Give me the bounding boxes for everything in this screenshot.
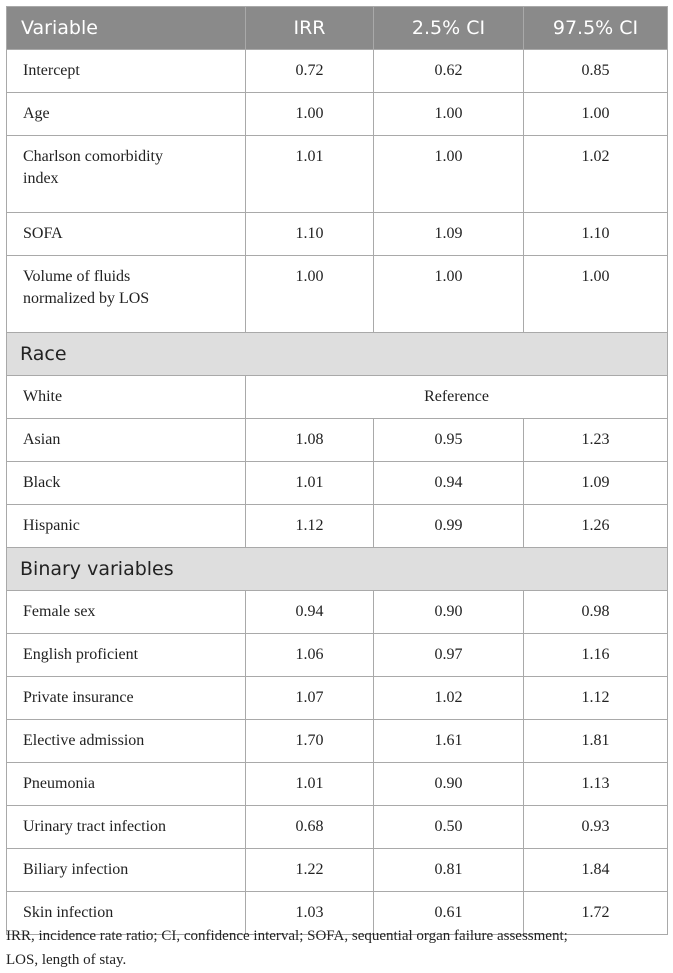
- table-row: [7, 376, 668, 419]
- ci-high-cell: 1.10: [524, 213, 668, 256]
- ci-high-cell: 1.02: [524, 136, 668, 213]
- ci-high-cell: 1.72: [524, 892, 668, 935]
- ci-low-cell: 0.62: [374, 50, 524, 93]
- table-row: [7, 763, 668, 806]
- table-row: [7, 50, 668, 93]
- ci-low-cell: 0.95: [374, 419, 524, 462]
- row-label: Skin infection: [7, 892, 246, 935]
- ci-high-cell: 1.09: [524, 462, 668, 505]
- ci-high-cell: 0.93: [524, 806, 668, 849]
- row-label: Asian: [7, 419, 246, 462]
- ci-low-cell: 1.02: [374, 677, 524, 720]
- row-label-line2: normalized by LOS: [23, 290, 150, 307]
- ci-low-cell: 1.00: [374, 93, 524, 136]
- section-title: Race: [7, 333, 668, 376]
- irr-cell: 0.68: [246, 806, 374, 849]
- ci-low-cell: 1.00: [374, 136, 524, 213]
- row-label-line2: index: [23, 170, 59, 187]
- section-row-binary: [7, 548, 668, 591]
- ci-high-cell: 1.84: [524, 849, 668, 892]
- table-row: [7, 677, 668, 720]
- footnote-line1: IRR, incidence rate ratio; CI, confidence interval; SOFA, sequential organ failure assessment;: [6, 928, 568, 944]
- row-label: Black: [7, 462, 246, 505]
- ci-high-cell: 1.00: [524, 256, 668, 333]
- row-label-line1: Volume of fluids: [23, 268, 131, 285]
- ci-high-cell: 1.16: [524, 634, 668, 677]
- irr-cell: 1.00: [246, 256, 374, 333]
- row-label: Female sex: [7, 591, 246, 634]
- row-label: SOFA: [7, 213, 246, 256]
- table-row: [7, 505, 668, 548]
- ci-low-cell: 0.90: [374, 591, 524, 634]
- irr-cell: 1.70: [246, 720, 374, 763]
- table-row: [7, 806, 668, 849]
- irr-cell: 1.08: [246, 419, 374, 462]
- irr-cell: 1.01: [246, 136, 374, 213]
- irr-cell: 1.07: [246, 677, 374, 720]
- header-row: [7, 7, 668, 50]
- header-ci-low: 2.5% CI: [374, 7, 524, 50]
- ci-low-cell: 0.97: [374, 634, 524, 677]
- ci-low-cell: 1.00: [374, 256, 524, 333]
- ci-low-cell: 0.99: [374, 505, 524, 548]
- table-row: [7, 213, 668, 256]
- table-row: [7, 419, 668, 462]
- header-variable: Variable: [7, 7, 246, 50]
- section-row-race: [7, 333, 668, 376]
- row-label: [7, 136, 246, 213]
- table-row: [7, 256, 668, 333]
- irr-cell: 1.06: [246, 634, 374, 677]
- header-irr: IRR: [246, 7, 374, 50]
- ci-low-cell: 0.61: [374, 892, 524, 935]
- row-label: Private insurance: [7, 677, 246, 720]
- ci-high-cell: 1.26: [524, 505, 668, 548]
- ci-high-cell: 0.85: [524, 50, 668, 93]
- row-label: White: [7, 376, 246, 419]
- irr-cell: 1.00: [246, 93, 374, 136]
- row-label-line1: Charlson comorbidity: [23, 148, 163, 165]
- ci-high-cell: 1.23: [524, 419, 668, 462]
- table-row: [7, 634, 668, 677]
- row-label: English proficient: [7, 634, 246, 677]
- ci-high-cell: 1.12: [524, 677, 668, 720]
- ci-low-cell: 0.50: [374, 806, 524, 849]
- header-ci-high: 97.5% CI: [524, 7, 668, 50]
- ci-low-cell: 0.81: [374, 849, 524, 892]
- irr-cell: 1.01: [246, 462, 374, 505]
- row-label: Intercept: [7, 50, 246, 93]
- ci-low-cell: 0.90: [374, 763, 524, 806]
- ci-high-cell: 1.00: [524, 93, 668, 136]
- row-label: Hispanic: [7, 505, 246, 548]
- results-table: [6, 6, 668, 935]
- footnote-line2: LOS, length of stay.: [6, 952, 127, 968]
- ci-high-cell: 1.13: [524, 763, 668, 806]
- table-row: [7, 462, 668, 505]
- irr-cell: 1.12: [246, 505, 374, 548]
- irr-cell: 0.94: [246, 591, 374, 634]
- section-title: Binary variables: [7, 548, 668, 591]
- row-label: Urinary tract infection: [7, 806, 246, 849]
- ci-high-cell: 1.81: [524, 720, 668, 763]
- irr-cell: 1.03: [246, 892, 374, 935]
- ci-low-cell: 1.61: [374, 720, 524, 763]
- row-label: Elective admission: [7, 720, 246, 763]
- table-row: [7, 720, 668, 763]
- table-row: [7, 591, 668, 634]
- irr-cell: 1.01: [246, 763, 374, 806]
- irr-cell: 0.72: [246, 50, 374, 93]
- row-label: [7, 256, 246, 333]
- table-footnote: [6, 924, 670, 972]
- row-label: Age: [7, 93, 246, 136]
- irr-cell: 1.10: [246, 213, 374, 256]
- table-row: [7, 93, 668, 136]
- row-label: Biliary infection: [7, 849, 246, 892]
- reference-cell: Reference: [246, 376, 668, 419]
- ci-low-cell: 0.94: [374, 462, 524, 505]
- row-label: Pneumonia: [7, 763, 246, 806]
- ci-low-cell: 1.09: [374, 213, 524, 256]
- table-row: [7, 136, 668, 213]
- irr-cell: 1.22: [246, 849, 374, 892]
- ci-high-cell: 0.98: [524, 591, 668, 634]
- table-row: [7, 849, 668, 892]
